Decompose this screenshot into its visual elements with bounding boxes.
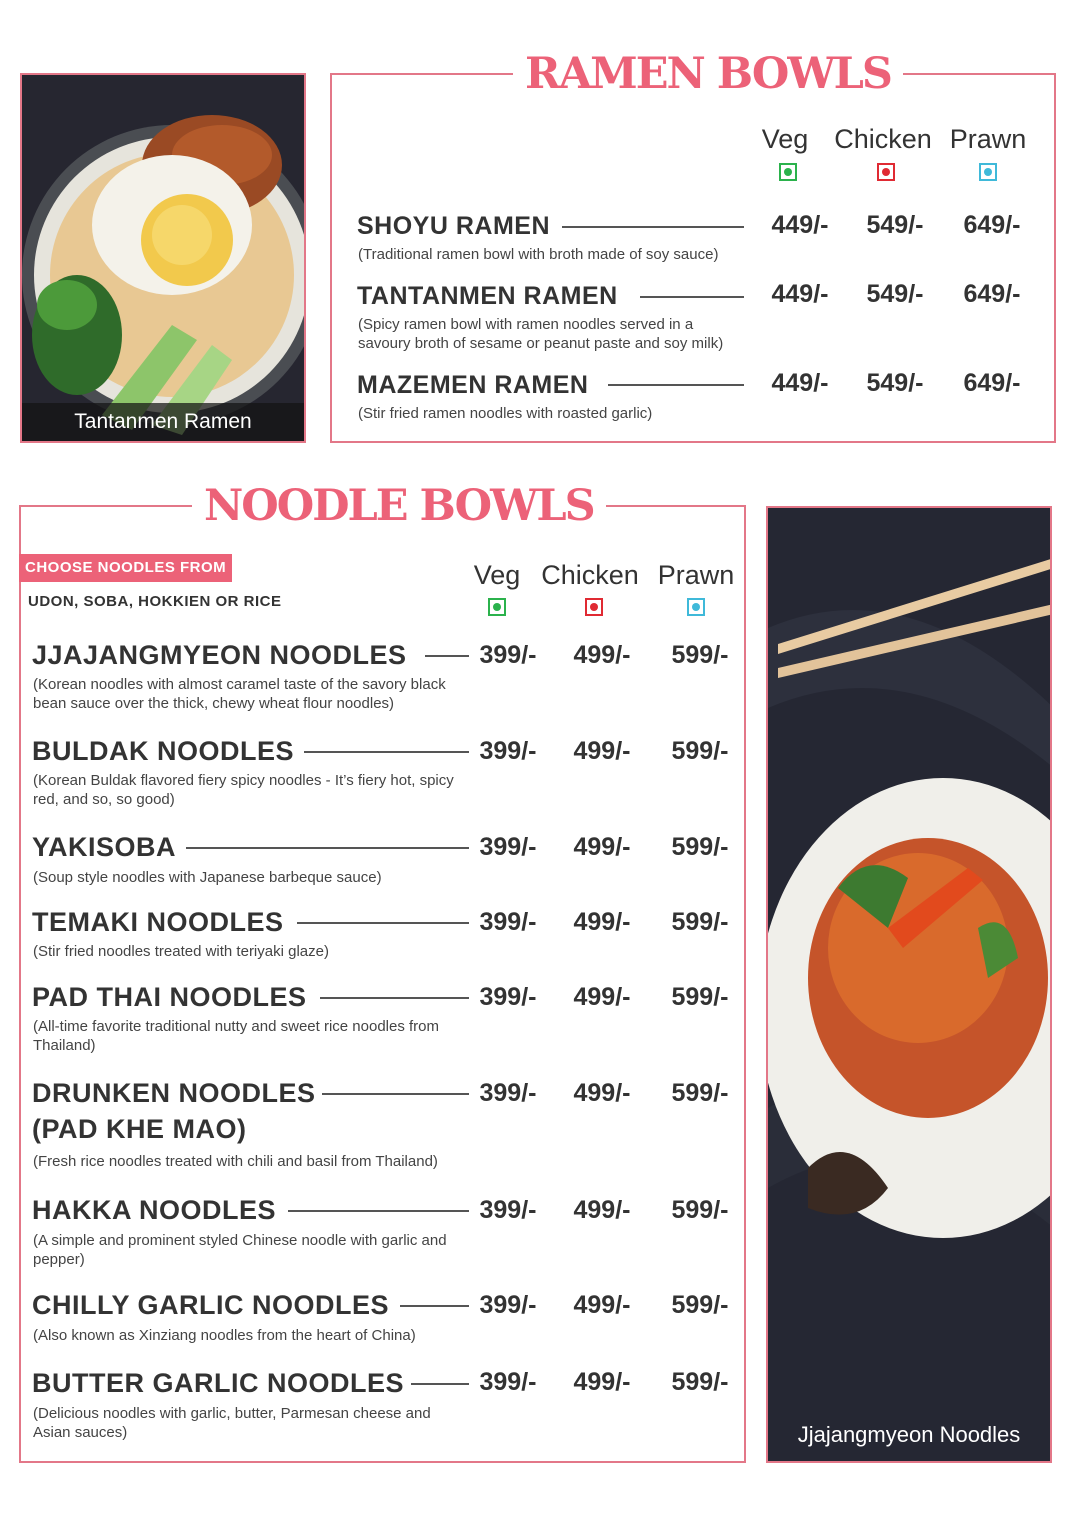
noodle-price-veg: 399/- xyxy=(479,1079,537,1107)
noodle-price-chicken: 499/- xyxy=(573,737,631,765)
noodle-price-prawn: 599/- xyxy=(671,1368,729,1396)
noodle-section-title: NOODLE BOWLS xyxy=(192,481,606,531)
leader-line xyxy=(297,922,469,924)
ramen-col-veg: Veg xyxy=(761,124,809,154)
noodle-item-desc: (Korean Buldak flavored fiery spicy noodles - It’s fiery hot, spicy red, and so, so good) xyxy=(33,772,454,808)
noodle-price-prawn: 599/- xyxy=(671,737,729,765)
noodle-col-prawn: Prawn xyxy=(657,560,735,590)
noodle-price-veg: 399/- xyxy=(479,1291,537,1319)
noodle-price-prawn: 599/- xyxy=(671,983,729,1011)
noodle-price-chicken: 499/- xyxy=(573,1368,631,1396)
noodle-item-desc: (All-time favorite traditional nutty and sweet rice noodles from Thailand) xyxy=(33,1018,440,1054)
noodle-photo xyxy=(766,506,1052,1463)
noodle-price-chicken: 499/- xyxy=(573,833,631,861)
noodle-price-veg: 399/- xyxy=(479,641,537,669)
ramen-price-veg: 449/- xyxy=(771,280,829,308)
noodle-item-name: PAD THAI NOODLES xyxy=(32,982,307,1012)
veg-marker-icon xyxy=(488,598,506,616)
noodle-item-name: CHILLY GARLIC NOODLES xyxy=(32,1290,390,1320)
ramen-price-prawn: 649/- xyxy=(963,369,1021,397)
noodle-item-desc: (Stir fried noodles treated with teriyaki glaze) xyxy=(33,943,329,960)
chicken-marker-icon xyxy=(877,163,895,181)
leader-line xyxy=(562,226,744,228)
ramen-price-veg: 449/- xyxy=(771,369,829,397)
ramen-col-chicken: Chicken xyxy=(834,124,932,154)
noodle-col-veg: Veg xyxy=(473,560,521,590)
noodle-price-veg: 399/- xyxy=(479,1368,537,1396)
ramen-price-prawn: 649/- xyxy=(963,211,1021,239)
noodle-item-name: HAKKA NOODLES xyxy=(32,1195,277,1225)
ramen-photo xyxy=(20,73,306,443)
leader-line xyxy=(320,997,469,999)
noodle-item-name: BUTTER GARLIC NOODLES xyxy=(32,1368,404,1398)
prawn-marker-icon xyxy=(979,163,997,181)
noodle-price-veg: 399/- xyxy=(479,737,537,765)
noodle-price-prawn: 599/- xyxy=(671,641,729,669)
noodle-price-veg: 399/- xyxy=(479,1196,537,1224)
ramen-price-prawn: 649/- xyxy=(963,280,1021,308)
ramen-item-name: SHOYU RAMEN xyxy=(357,212,551,240)
noodle-price-chicken: 499/- xyxy=(573,983,631,1011)
ramen-bowl-illustration xyxy=(22,75,306,443)
prawn-marker-icon xyxy=(687,598,705,616)
ramen-col-prawn: Prawn xyxy=(949,124,1027,154)
noodle-item-name: JJAJANGMYEON NOODLES xyxy=(32,640,407,670)
ramen-item-desc: (Spicy ramen bowl with ramen noodles served in a savoury broth of sesame or peanut paste and soy milk) xyxy=(358,316,724,352)
ramen-item-desc: (Traditional ramen bowl with broth made of soy sauce) xyxy=(358,246,719,263)
noodle-price-chicken: 499/- xyxy=(573,1196,631,1224)
ramen-item-desc: (Stir fried ramen noodles with roasted garlic) xyxy=(358,405,653,422)
ramen-photo-caption: Tantanmen Ramen xyxy=(22,403,304,441)
noodle-price-veg: 399/- xyxy=(479,908,537,936)
noodle-price-chicken: 499/- xyxy=(573,1291,631,1319)
ramen-item-name: TANTANMEN RAMEN xyxy=(357,282,618,310)
noodle-options: UDON, SOBA, HOKKIEN OR RICE xyxy=(28,593,282,610)
noodle-item-name: YAKISOBA xyxy=(32,832,177,862)
leader-line xyxy=(322,1093,469,1095)
leader-line xyxy=(288,1210,469,1212)
noodle-item-name: TEMAKI NOODLES xyxy=(32,907,284,937)
noodle-price-chicken: 499/- xyxy=(573,908,631,936)
leader-line xyxy=(186,847,469,849)
noodle-price-prawn: 599/- xyxy=(671,833,729,861)
noodle-item-name: BULDAK NOODLES xyxy=(32,736,294,766)
noodle-price-prawn: 599/- xyxy=(671,1291,729,1319)
veg-marker-icon xyxy=(779,163,797,181)
ramen-price-chicken: 549/- xyxy=(866,211,924,239)
leader-line xyxy=(608,384,744,386)
noodle-item-desc: (Soup style noodles with Japanese barbeque sauce) xyxy=(33,869,382,886)
noodle-price-prawn: 599/- xyxy=(671,908,729,936)
ramen-section-title: RAMEN BOWLS xyxy=(513,49,903,99)
leader-line xyxy=(640,296,744,298)
noodle-item-desc: (Delicious noodles with garlic, butter, Parmesan cheese and Asian sauces) xyxy=(33,1405,431,1441)
noodle-item-desc: (A simple and prominent styled Chinese noodle with garlic and pepper) xyxy=(33,1232,447,1268)
noodle-col-chicken: Chicken xyxy=(541,560,639,590)
noodle-price-chicken: 499/- xyxy=(573,1079,631,1107)
ramen-price-chicken: 549/- xyxy=(866,280,924,308)
leader-line xyxy=(304,751,469,753)
noodle-price-chicken: 499/- xyxy=(573,641,631,669)
noodle-price-veg: 399/- xyxy=(479,983,537,1011)
noodle-price-prawn: 599/- xyxy=(671,1196,729,1224)
noodle-price-prawn: 599/- xyxy=(671,1079,729,1107)
noodle-item-desc: (Fresh rice noodles treated with chili and basil from Thailand) xyxy=(33,1153,438,1170)
chicken-marker-icon xyxy=(585,598,603,616)
ramen-price-chicken: 549/- xyxy=(866,369,924,397)
noodle-item-name: DRUNKEN NOODLES xyxy=(32,1078,316,1108)
ramen-price-veg: 449/- xyxy=(771,211,829,239)
noodle-photo-caption: Jjajangmyeon Noodles xyxy=(797,1422,1021,1447)
noodle-item-desc: (Korean noodles with almost caramel taste of the savory black bean sauce over the thick, chewy wheat flour noodles) xyxy=(33,676,446,712)
noodle-price-veg: 399/- xyxy=(479,833,537,861)
ramen-item-name: MAZEMEN RAMEN xyxy=(357,371,589,399)
choose-noodles-badge: CHOOSE NOODLES FROM xyxy=(19,554,232,582)
noodle-item-desc: (Also known as Xinziang noodles from the heart of China) xyxy=(33,1327,416,1344)
noodle-item-name-line2: (PAD KHE MAO) xyxy=(32,1114,247,1144)
noodle-plate-illustration xyxy=(768,508,1052,1463)
